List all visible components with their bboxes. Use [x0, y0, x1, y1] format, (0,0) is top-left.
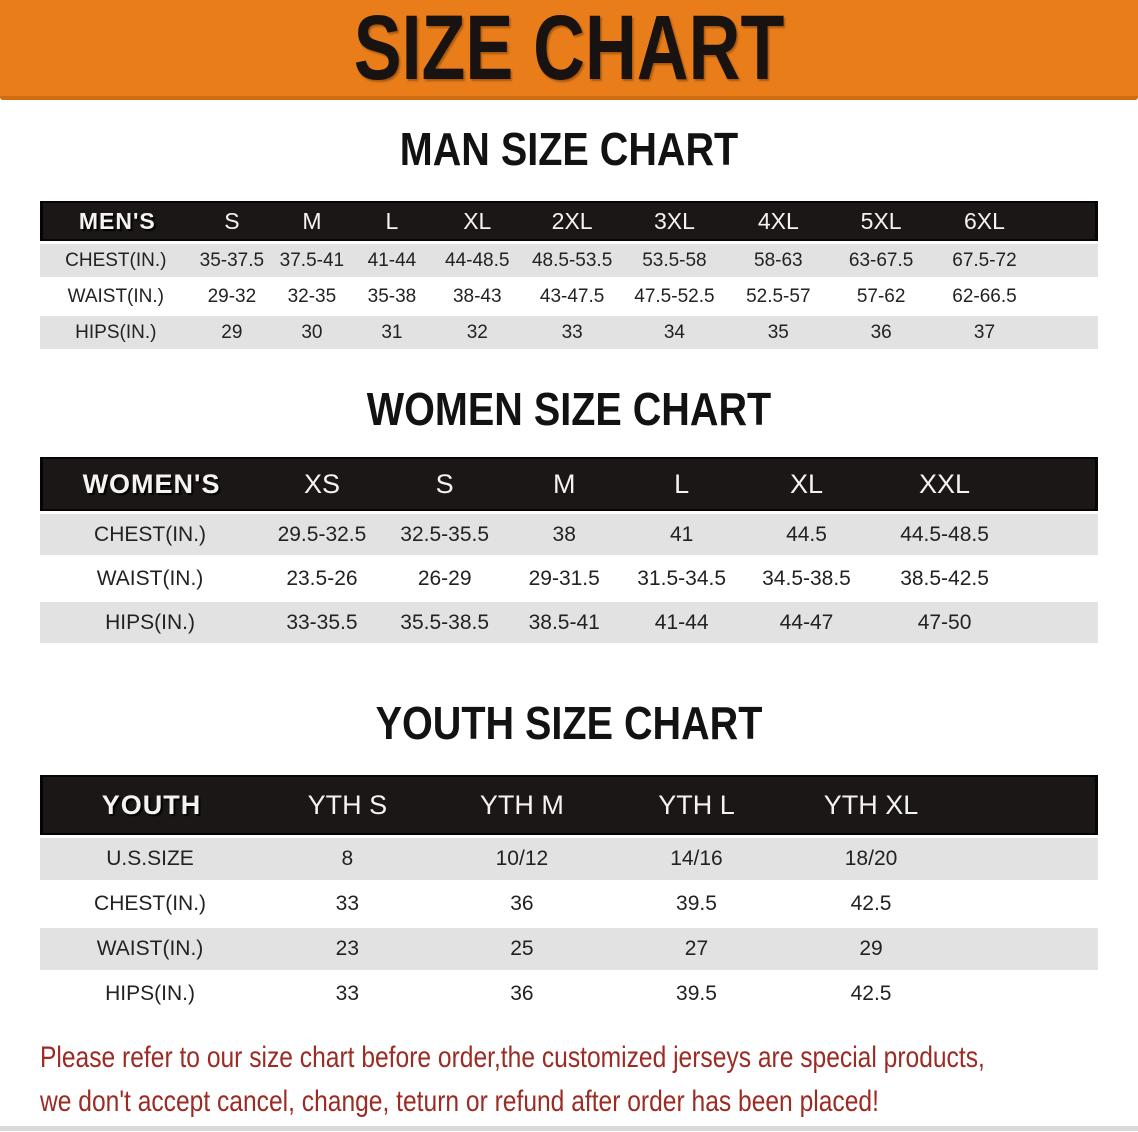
- size-table: [40, 198, 1098, 352]
- size-value-cell: 41: [623, 514, 740, 555]
- size-column-header: 5XL: [830, 201, 933, 241]
- size-value-cell: 37: [933, 316, 1037, 349]
- size-value-cell: 26-29: [384, 558, 506, 599]
- size-value-cell: 58-63: [727, 244, 830, 277]
- size-value-cell: 31.5-34.5: [623, 558, 740, 599]
- size-header-row: [40, 457, 1098, 511]
- youth-section-title: YOUTH SIZE CHART: [375, 697, 763, 749]
- size-value-cell: 57-62: [830, 280, 933, 313]
- size-value-cell: 29-31.5: [506, 558, 623, 599]
- size-column-header: YTH XL: [784, 775, 959, 835]
- size-column-header: S: [192, 201, 273, 241]
- header-spacer: [1017, 457, 1099, 511]
- size-value-cell: 23.5-26: [260, 558, 384, 599]
- measurement-row-label: HIPS(IN.): [40, 602, 260, 643]
- size-value-cell: 34.5-38.5: [740, 558, 872, 599]
- size-value-cell: 48.5-53.5: [522, 244, 622, 277]
- size-value-cell: 32: [432, 316, 522, 349]
- disclaimer-line-2: we don't accept cancel, change, teturn or refund after order has been placed!: [40, 1085, 879, 1118]
- men-size-chart-section: [0, 123, 1138, 352]
- size-column-header: XL: [432, 201, 522, 241]
- size-value-cell: 44-48.5: [432, 244, 522, 277]
- table-header-label: WOMEN'S: [40, 457, 260, 511]
- size-value-cell: 38-43: [432, 280, 522, 313]
- size-column-header: L: [352, 201, 433, 241]
- measurement-row-label: U.S.SIZE: [40, 838, 260, 880]
- size-value-cell: 34: [622, 316, 727, 349]
- row-spacer: [1017, 558, 1099, 599]
- size-value-cell: 33: [522, 316, 622, 349]
- size-column-header: XL: [740, 457, 872, 511]
- size-value-cell: 32-35: [272, 280, 352, 313]
- size-header-row: [40, 775, 1098, 835]
- size-value-cell: 47-50: [873, 602, 1017, 643]
- size-value-cell: 42.5: [784, 973, 959, 1015]
- women-size-chart-section: [0, 383, 1138, 646]
- size-column-header: 2XL: [522, 201, 622, 241]
- banner-title: SIZE CHART: [353, 0, 785, 99]
- measurement-row: [40, 838, 1098, 880]
- measurement-row: [40, 316, 1098, 349]
- measurement-row: [40, 928, 1098, 970]
- size-value-cell: 10/12: [435, 838, 610, 880]
- size-value-cell: 8: [260, 838, 435, 880]
- measurement-row-label: CHEST(IN.): [40, 244, 192, 277]
- size-value-cell: 30: [272, 316, 352, 349]
- size-chart-banner: [0, 0, 1138, 100]
- size-value-cell: 44-47: [740, 602, 872, 643]
- men-section-title: MAN SIZE CHART: [399, 123, 739, 175]
- size-value-cell: 52.5-57: [727, 280, 830, 313]
- row-spacer: [1036, 244, 1098, 277]
- table-header-label: YOUTH: [40, 775, 260, 835]
- size-value-cell: 38.5-41: [506, 602, 623, 643]
- row-spacer: [958, 973, 1098, 1015]
- size-column-header: YTH M: [435, 775, 610, 835]
- row-spacer: [1017, 602, 1099, 643]
- size-value-cell: 37.5-41: [272, 244, 352, 277]
- row-spacer: [1036, 316, 1098, 349]
- size-value-cell: 62-66.5: [933, 280, 1037, 313]
- size-value-cell: 35.5-38.5: [384, 602, 506, 643]
- size-value-cell: 67.5-72: [933, 244, 1037, 277]
- size-value-cell: 39.5: [609, 883, 784, 925]
- women-size-table: [40, 454, 1098, 646]
- header-spacer: [958, 775, 1098, 835]
- size-value-cell: 53.5-58: [622, 244, 727, 277]
- size-header-row: [40, 201, 1098, 241]
- size-value-cell: 36: [435, 883, 610, 925]
- size-value-cell: 29: [192, 316, 273, 349]
- size-value-cell: 39.5: [609, 973, 784, 1015]
- measurement-row: [40, 244, 1098, 277]
- men-size-table: [40, 198, 1098, 352]
- measurement-row-label: WAIST(IN.): [40, 558, 260, 599]
- measurement-row: [40, 280, 1098, 313]
- size-column-header: S: [384, 457, 506, 511]
- size-value-cell: 33: [260, 973, 435, 1015]
- size-value-cell: 35-37.5: [192, 244, 273, 277]
- size-value-cell: 36: [830, 316, 933, 349]
- size-value-cell: 31: [352, 316, 433, 349]
- size-column-header: YTH L: [609, 775, 784, 835]
- women-section-title: WOMEN SIZE CHART: [366, 383, 772, 435]
- size-value-cell: 63-67.5: [830, 244, 933, 277]
- measurement-row: [40, 973, 1098, 1015]
- size-value-cell: 38.5-42.5: [873, 558, 1017, 599]
- size-column-header: XXL: [873, 457, 1017, 511]
- size-column-header: L: [623, 457, 740, 511]
- size-value-cell: 42.5: [784, 883, 959, 925]
- size-column-header: 3XL: [622, 201, 727, 241]
- size-value-cell: 25: [435, 928, 610, 970]
- youth-size-table: [40, 772, 1098, 1018]
- row-spacer: [1017, 514, 1099, 555]
- measurement-row: [40, 514, 1098, 555]
- size-column-header: 4XL: [727, 201, 830, 241]
- youth-size-chart-section: [0, 697, 1138, 1018]
- measurement-row: [40, 883, 1098, 925]
- header-spacer: [1036, 201, 1098, 241]
- size-value-cell: 33: [260, 883, 435, 925]
- size-value-cell: 35: [727, 316, 830, 349]
- size-column-header: 6XL: [933, 201, 1037, 241]
- size-table: [40, 454, 1098, 646]
- size-value-cell: 32.5-35.5: [384, 514, 506, 555]
- size-value-cell: 43-47.5: [522, 280, 622, 313]
- disclaimer-line-1: Please refer to our size chart before order,the customized jerseys are special products,: [40, 1041, 985, 1074]
- measurement-row-label: WAIST(IN.): [40, 928, 260, 970]
- bottom-strip: [0, 1126, 1138, 1131]
- size-column-header: XS: [260, 457, 384, 511]
- size-value-cell: 44.5: [740, 514, 872, 555]
- measurement-row-label: HIPS(IN.): [40, 316, 192, 349]
- size-value-cell: 44.5-48.5: [873, 514, 1017, 555]
- size-column-header: YTH S: [260, 775, 435, 835]
- size-table: [40, 772, 1098, 1018]
- size-value-cell: 23: [260, 928, 435, 970]
- measurement-row: [40, 602, 1098, 643]
- size-value-cell: 35-38: [352, 280, 433, 313]
- measurement-row-label: HIPS(IN.): [40, 973, 260, 1015]
- size-column-header: M: [506, 457, 623, 511]
- measurement-row-label: CHEST(IN.): [40, 883, 260, 925]
- size-value-cell: 36: [435, 973, 610, 1015]
- size-value-cell: 38: [506, 514, 623, 555]
- size-value-cell: 27: [609, 928, 784, 970]
- size-value-cell: 14/16: [609, 838, 784, 880]
- row-spacer: [958, 883, 1098, 925]
- disclaimer: [0, 1036, 1138, 1124]
- measurement-row-label: WAIST(IN.): [40, 280, 192, 313]
- size-value-cell: 18/20: [784, 838, 959, 880]
- measurement-row: [40, 558, 1098, 599]
- measurement-row-label: CHEST(IN.): [40, 514, 260, 555]
- size-value-cell: 29: [784, 928, 959, 970]
- row-spacer: [958, 928, 1098, 970]
- row-spacer: [958, 838, 1098, 880]
- size-column-header: M: [272, 201, 352, 241]
- row-spacer: [1036, 280, 1098, 313]
- size-value-cell: 41-44: [352, 244, 433, 277]
- size-value-cell: 47.5-52.5: [622, 280, 727, 313]
- size-value-cell: 33-35.5: [260, 602, 384, 643]
- size-value-cell: 41-44: [623, 602, 740, 643]
- table-header-label: MEN'S: [40, 201, 192, 241]
- size-value-cell: 29.5-32.5: [260, 514, 384, 555]
- size-value-cell: 29-32: [192, 280, 273, 313]
